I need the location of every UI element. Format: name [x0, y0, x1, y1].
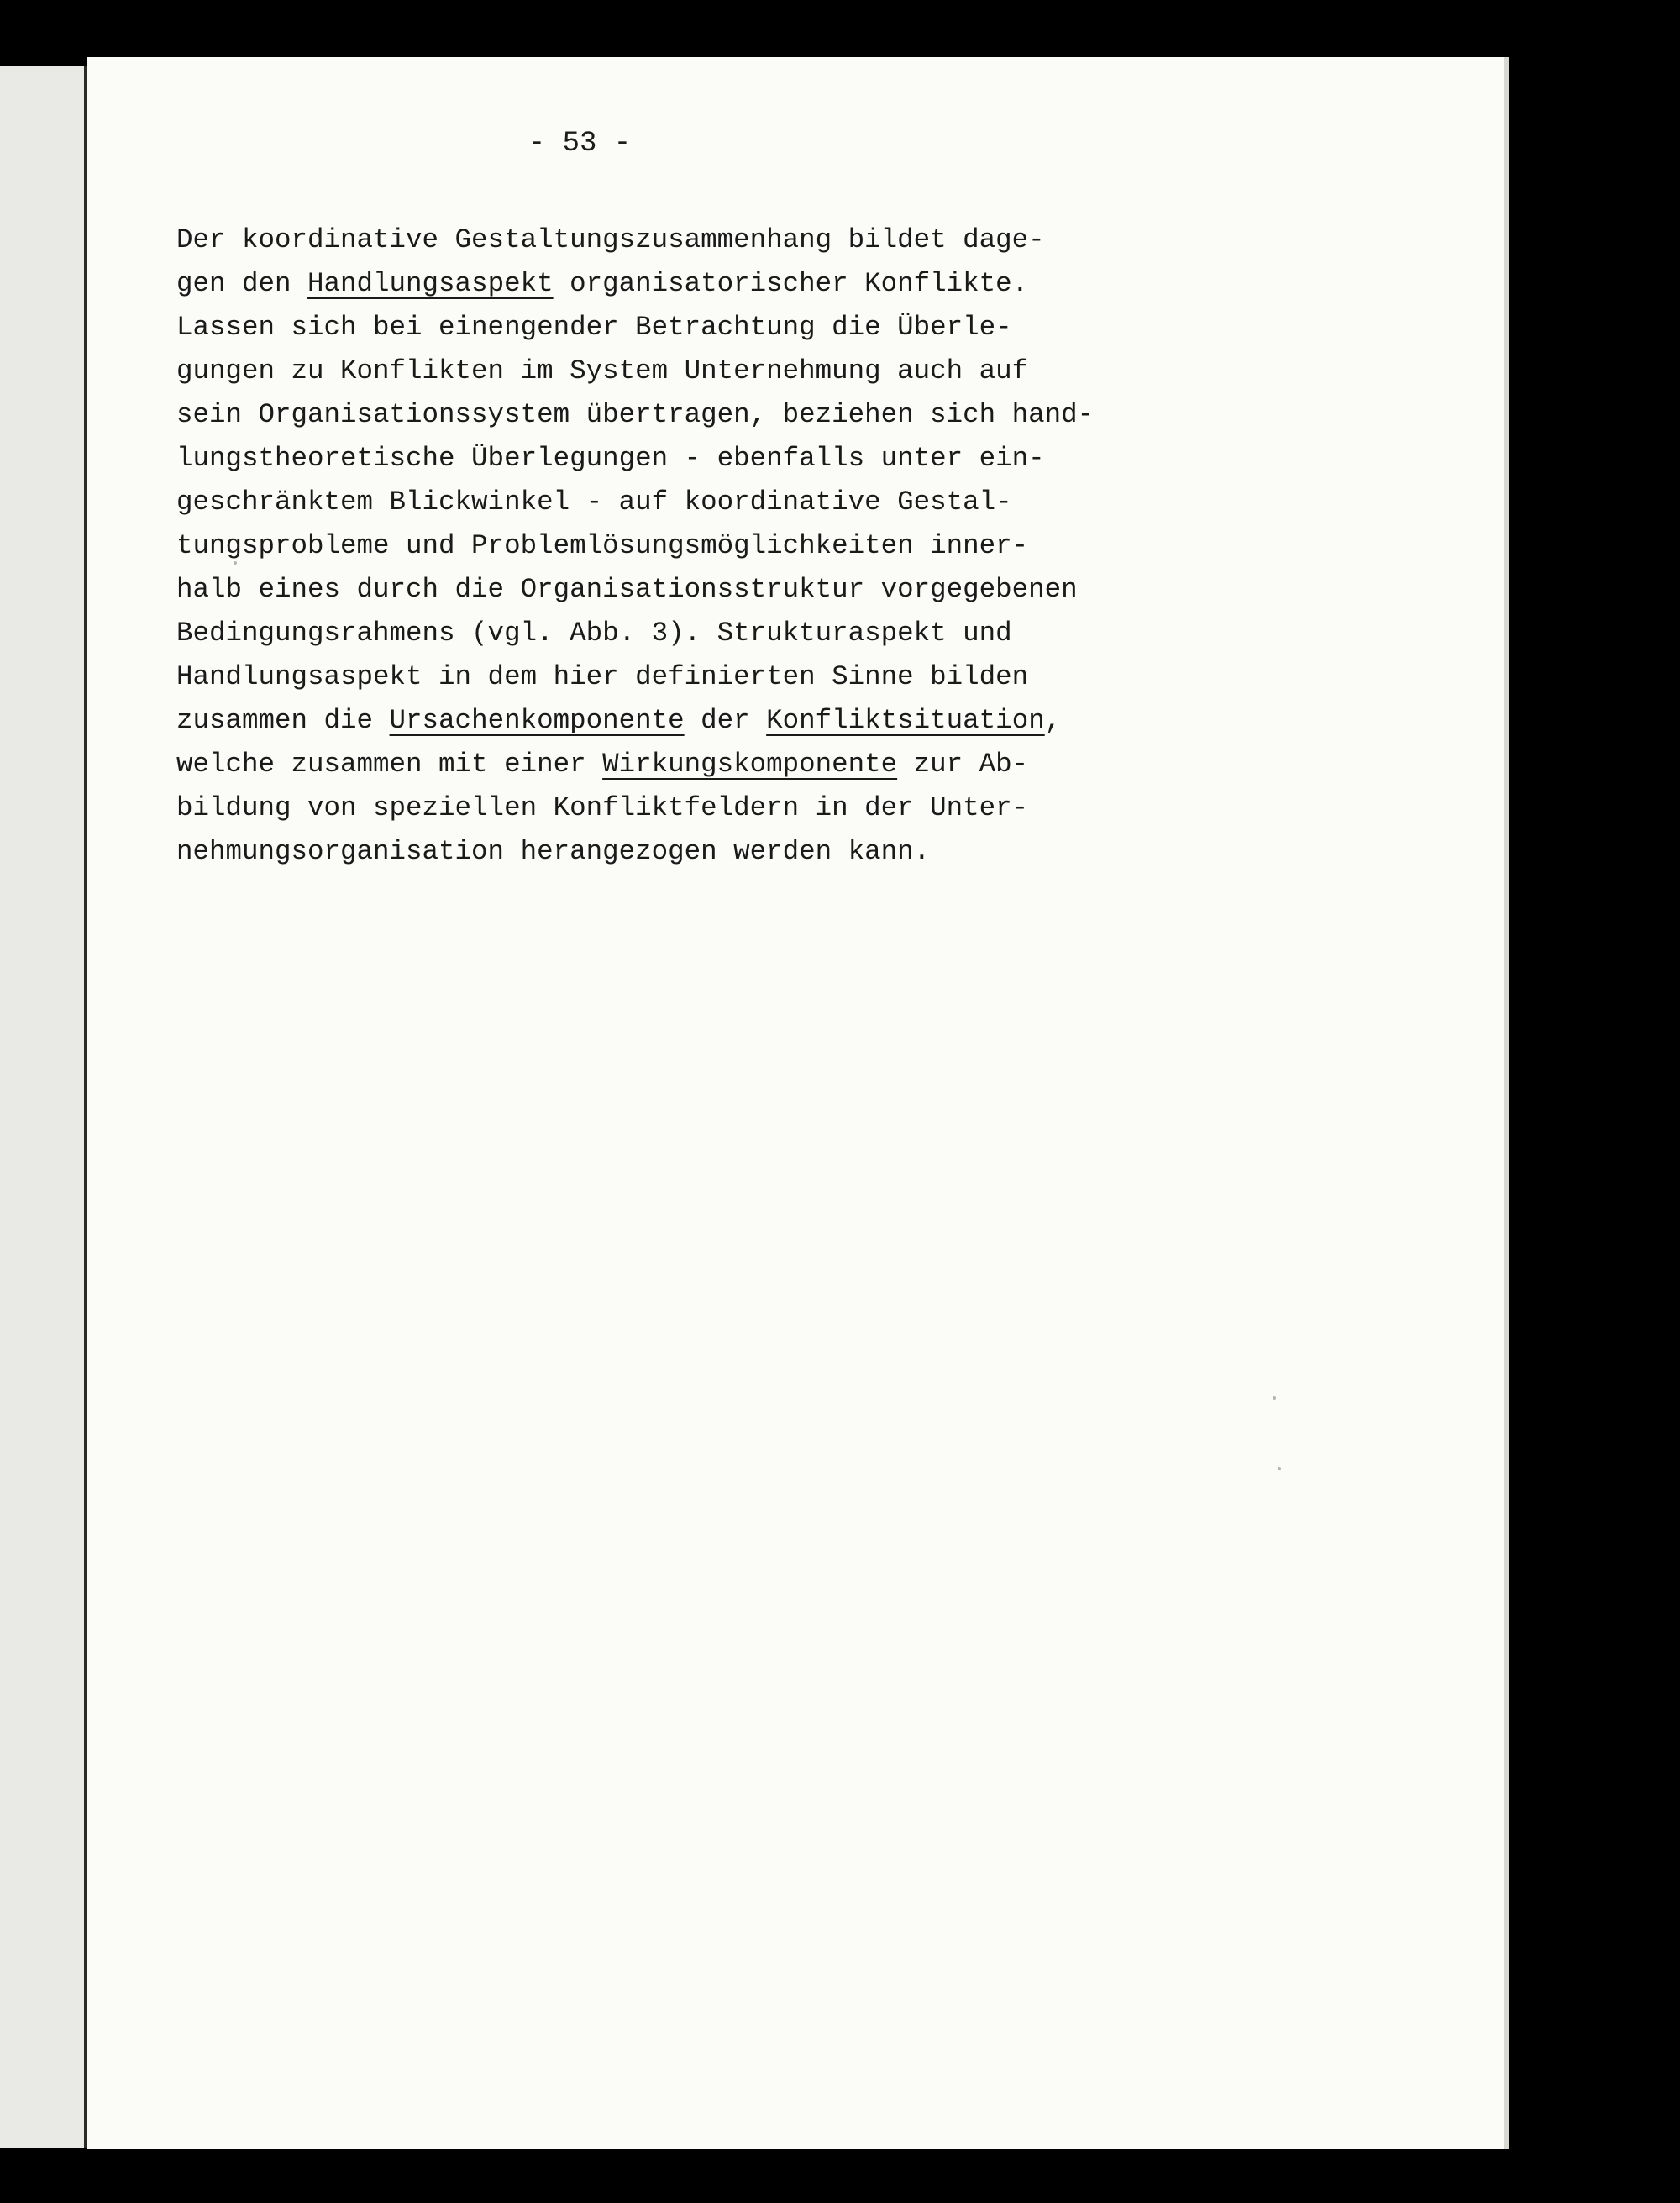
text-line: [176, 218, 1310, 262]
text-segment: geschränktem Blickwinkel - auf koordinative Gestal-: [176, 486, 1012, 518]
text-segment: Handlungsaspekt in dem hier definierten Sinne bilden: [176, 661, 1029, 692]
text-line: [176, 568, 1310, 612]
text-line: [176, 524, 1310, 568]
text-line: [176, 393, 1310, 437]
text-line: [176, 830, 1310, 874]
text-line: [176, 743, 1310, 786]
text-segment: lungstheoretische Überlegungen - ebenfalls unter ein-: [176, 443, 1045, 474]
underlined-term: Konfliktsituation: [766, 705, 1045, 736]
scan-speck: [234, 561, 237, 565]
scan-speck: [1273, 1396, 1276, 1400]
text-segment: sein Organisationssystem übertragen, beziehen sich hand-: [176, 399, 1095, 430]
scan-speck: [1278, 1467, 1281, 1470]
text-line: [176, 350, 1310, 393]
text-line: [176, 481, 1310, 524]
text-segment: Bedingungsrahmens (vgl. Abb. 3). Strukturaspekt und: [176, 618, 1012, 649]
text-segment: gungen zu Konflikten im System Unternehmung auch auf: [176, 355, 1029, 386]
text-segment: nehmungsorganisation herangezogen werden kann.: [176, 836, 931, 867]
underlined-term: Ursachenkomponente: [389, 705, 685, 736]
text-line: [176, 655, 1310, 699]
underlined-term: Wirkungskomponente: [602, 749, 898, 780]
text-segment: zusammen die: [176, 705, 390, 736]
text-segment: halb eines durch die Organisationsstruktur vorgegebenen: [176, 574, 1078, 605]
text-segment: welche zusammen mit einer: [176, 749, 603, 780]
text-line: [176, 699, 1310, 743]
text-line: [176, 306, 1310, 350]
text-segment: gen den: [176, 268, 308, 299]
body-paragraph: [176, 218, 1310, 874]
text-line: [176, 612, 1310, 655]
text-line: [176, 437, 1310, 481]
adjacent-page-edge: [0, 66, 87, 2148]
text-line: [176, 786, 1310, 830]
text-segment: organisatorischer Konflikte.: [553, 268, 1029, 299]
text-line: [176, 262, 1310, 306]
text-segment: zur Ab-: [897, 749, 1029, 780]
text-segment: Der koordinative Gestaltungszusammenhang bildet dage-: [176, 224, 1045, 255]
text-segment: bildung von speziellen Konfliktfeldern in der Unter-: [176, 792, 1029, 823]
text-segment: ,: [1044, 705, 1062, 736]
text-segment: Lassen sich bei einengender Betrachtung die Überle-: [176, 312, 1012, 343]
text-segment: der: [684, 705, 767, 736]
text-segment: tungsprobleme und Problemlösungsmöglichkeiten inner-: [176, 530, 1029, 561]
page-number: - 53 -: [528, 128, 632, 160]
underlined-term: Handlungsaspekt: [307, 268, 554, 299]
